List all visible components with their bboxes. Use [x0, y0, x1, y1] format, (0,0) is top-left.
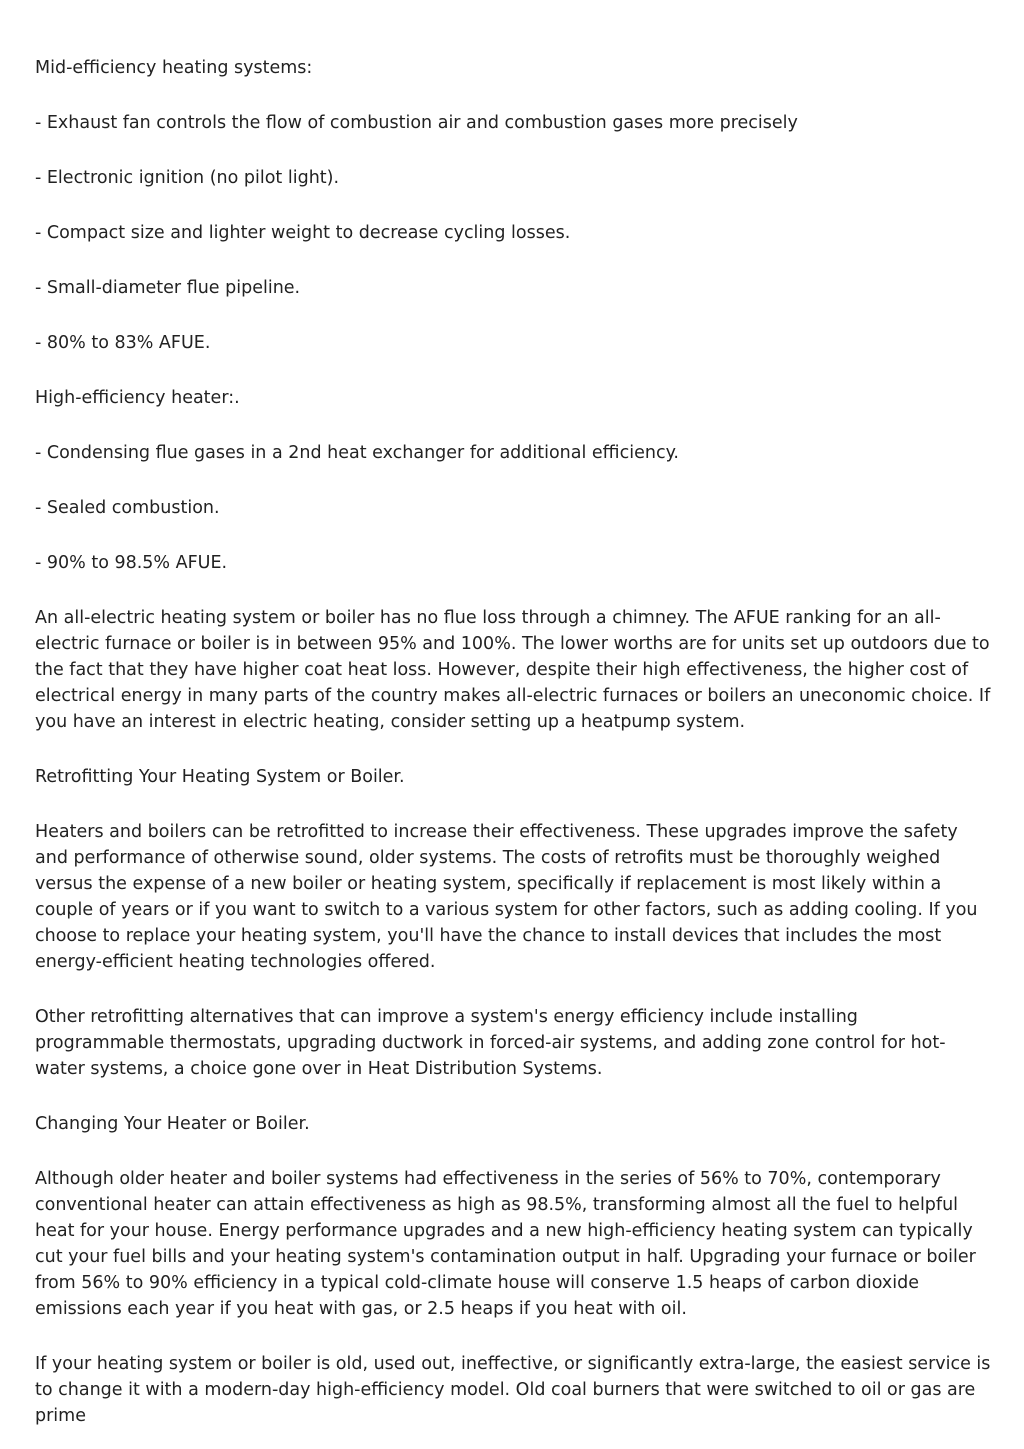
- bullet-condensing-flue: - Condensing flue gases in a 2nd heat exchanger for additional efficiency.: [35, 443, 679, 463]
- paragraph-retrofit-alternatives: Other retrofitting alternatives that can improve a system's energy efficiency include installing programmable thermostats, upgrading ductwork in forced-air systems, and adding zone control for hot-water systems, a choice gone over in Heat Distribution Systems.: [35, 1007, 946, 1079]
- paragraph-all-electric: An all-electric heating system or boiler has no flue loss through a chimney. The AFUE ranking for an all-electric furnace or boiler is in between 95% and 100%. The lower worths are for units set up outdoors due to the fact that they have higher coat heat loss. However, despite their high effectiveness, the higher cost of electrical energy in many parts of the country makes all-electric furnaces or boilers an uneconomic choice. If you have an interest in electric heating, consider setting up a heatpump system.: [35, 608, 991, 732]
- bullet-electronic-ignition: - Electronic ignition (no pilot light).: [35, 168, 340, 188]
- heading-mid-efficiency: Mid-efficiency heating systems:: [35, 58, 313, 78]
- bullet-small-diameter-flue: - Small-diameter flue pipeline.: [35, 278, 301, 298]
- paragraph-efficiency-comparison: Although older heater and boiler systems had effectiveness in the series of 56% to 70%, contemporary conventional heater can attain effectiveness as high as 98.5%, transforming almost all the fuel to helpful heat for your house. Energy performance upgrades and a new high-efficiency heating system can typically cut your fuel bills and your heating system's contamination output in half. Upgrading your furnace or boiler from 56% to 90% efficiency in a typical cold-climate house will conserve 1.5 heaps of carbon dioxide emissions each year if you heat with gas, or 2.5 heaps if you heat with oil.: [35, 1169, 976, 1319]
- paragraph-replacement: If your heating system or boiler is old, used out, ineffective, or significantly extra-large, the easiest service is to change it with a modern-day high-efficiency model. Old coal burners that were switched to oil or gas are prime: [35, 1354, 991, 1426]
- bullet-compact-size: - Compact size and lighter weight to decrease cycling losses.: [35, 223, 571, 243]
- heading-high-efficiency: High-efficiency heater:.: [35, 388, 240, 408]
- bullet-mid-afue: - 80% to 83% AFUE.: [35, 333, 211, 353]
- bullet-sealed-combustion: - Sealed combustion.: [35, 498, 220, 518]
- heading-changing: Changing Your Heater or Boiler.: [35, 1114, 310, 1134]
- paragraph-retrofit-upgrades: Heaters and boilers can be retrofitted to increase their effectiveness. These upgrades improve the safety and performance of otherwise sound, older systems. The costs of retrofits must be thoroughly weighed versus the expense of a new boiler or heating system, specifically if replacement is most likely within a couple of years or if you want to switch to a various system for other factors, such as adding cooling. If you choose to replace your heating system, you'll have the chance to install devices that includes the most energy-efficient heating technologies offered.: [35, 822, 978, 972]
- heading-retrofitting: Retrofitting Your Heating System or Boiler.: [35, 767, 405, 787]
- bullet-exhaust-fan: - Exhaust fan controls the flow of combustion air and combustion gases more precisely: [35, 113, 798, 133]
- bullet-high-afue: - 90% to 98.5% AFUE.: [35, 553, 228, 573]
